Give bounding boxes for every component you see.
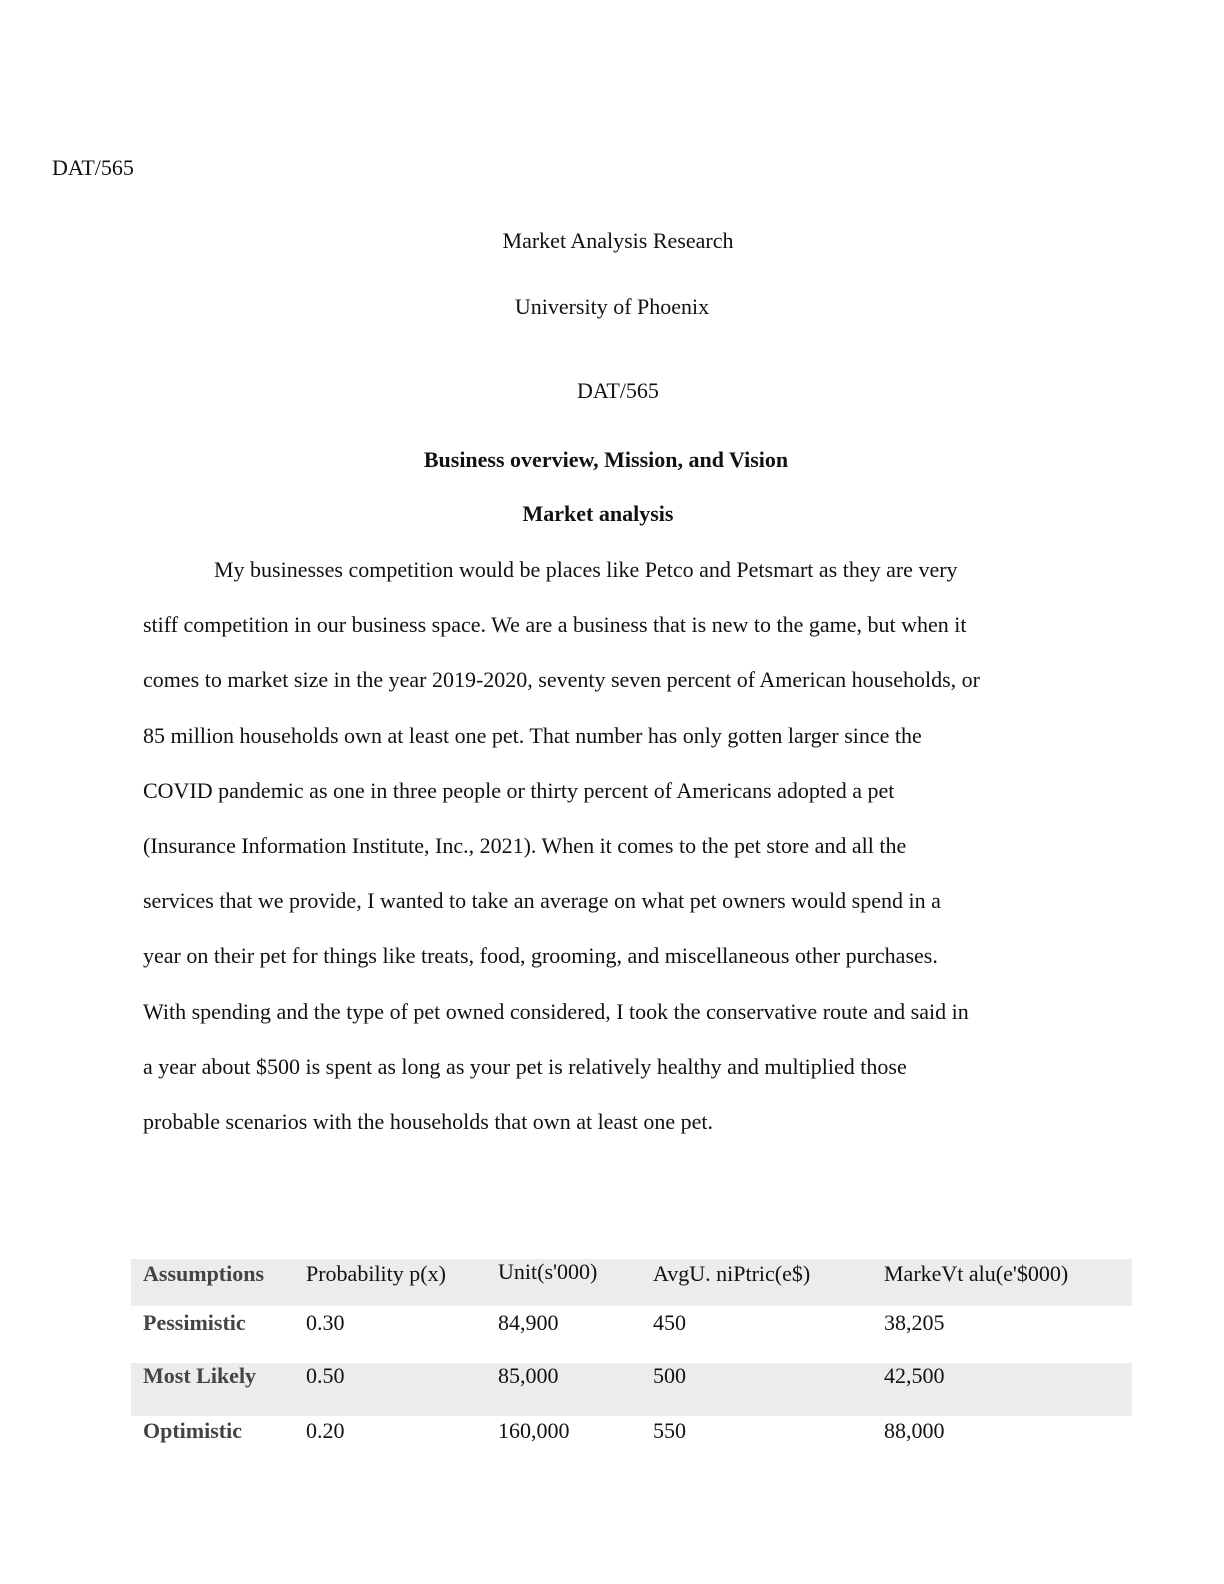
assumptions-table [131, 1259, 1132, 1466]
table-cell: 0.50 [294, 1363, 486, 1416]
paragraph-line: comes to market size in the year 2019-2020, seventy seven percent of American households, or [143, 667, 980, 693]
table-cell: 160,000 [498, 1418, 570, 1443]
paragraph-line: (Insurance Information Institute, Inc., 2021). When it comes to the pet store and all the [143, 832, 907, 858]
table-cell: 550 [653, 1418, 686, 1443]
table-row-label: Most Likely [131, 1363, 294, 1416]
table-row [131, 1416, 1132, 1466]
table-row-label: Pessimistic [143, 1310, 246, 1335]
table-row-label: Optimistic [143, 1418, 242, 1443]
section-heading: Business overview, Mission, and Vision [423, 447, 789, 472]
table-header-row [131, 1259, 1132, 1306]
paragraph-line: year on their pet for things like treats, food, grooming, and miscellaneous other purchases. [143, 943, 938, 969]
paragraph-line: a year about $500 is spent as long as your pet is relatively healthy and multiplied those [143, 1053, 907, 1079]
table-cell: 85,000 [486, 1363, 641, 1416]
table-cell: 88,000 [884, 1418, 945, 1443]
paragraph-line: 85 million households own at least one pet. That number has only gotten larger since the [143, 722, 922, 748]
paragraph-line: stiff competition in our business space. We are a business that is new to the game, but when it [143, 612, 967, 638]
table-cell: 500 [641, 1363, 872, 1416]
table-header-cell: AvgU. niPtric(e$) [641, 1259, 872, 1306]
table-cell: 0.20 [306, 1418, 345, 1443]
institution: University of Phoenix [514, 294, 710, 319]
table-header-cell: Assumptions [131, 1259, 294, 1306]
table-cell: 0.30 [306, 1310, 345, 1335]
subsection-heading: Market analysis [522, 501, 674, 526]
table-row [131, 1363, 1132, 1416]
paragraph-line: probable scenarios with the households that own at least one pet. [143, 1108, 714, 1134]
table-header-cell: MarkeVt alu(e'$000) [872, 1259, 1132, 1306]
paragraph-line: COVID pandemic as one in three people or thirty percent of Americans adopted a pet [143, 777, 895, 803]
table-cell: 450 [653, 1310, 686, 1335]
course-code: DAT/565 [577, 378, 659, 403]
table-cell: 42,500 [872, 1363, 1132, 1416]
paragraph-line: services that we provide, I wanted to take an average on what pet owners would spend in a [143, 888, 941, 914]
table-cell: 84,900 [498, 1310, 559, 1335]
paragraph-line: With spending and the type of pet owned considered, I took the conservative route and said in [143, 998, 969, 1024]
table-header-cell: Unit(s'000) [486, 1259, 641, 1306]
paragraph-line: My businesses competition would be places like Petco and Petsmart as they are very [214, 557, 958, 582]
paper-title: Market Analysis Research [502, 228, 734, 253]
body-paragraph [143, 555, 1058, 1162]
table-header-cell: Probability p(x) [294, 1259, 486, 1306]
table-cell: 38,205 [884, 1310, 945, 1335]
table-row [131, 1306, 1132, 1363]
running-head: DAT/565 [52, 155, 134, 180]
